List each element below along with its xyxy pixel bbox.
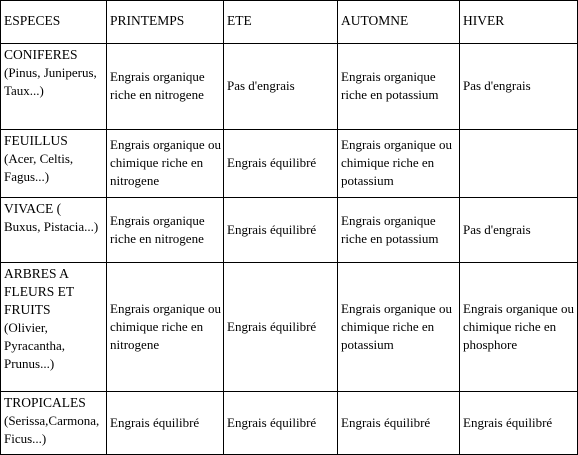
header-automne: AUTOMNE: [338, 1, 460, 44]
table-row: [1, 263, 578, 392]
species-cell: [1, 130, 107, 198]
cell-hiver: Pas d'engrais: [460, 198, 578, 263]
species-examples: (Serissa,Carmona, Ficus...): [4, 413, 100, 446]
species-name: CONIFERES: [4, 47, 78, 62]
cell-printemps: Engrais organique riche en nitrogene: [107, 198, 224, 263]
table-row: [1, 392, 578, 455]
species-cell: [1, 392, 107, 455]
cell-ete: Engrais équilibré: [224, 263, 338, 392]
cell-automne: Engrais organique riche en potassium: [338, 44, 460, 130]
cell-hiver: [460, 130, 578, 198]
table-row: [1, 130, 578, 198]
cell-automne: Engrais équilibré: [338, 392, 460, 455]
cell-printemps: Engrais organique riche en nitrogene: [107, 44, 224, 130]
species-name: FEUILLUS: [4, 133, 68, 148]
species-name: VIVACE (: [4, 201, 62, 216]
cell-printemps: Engrais organique ou chimique riche en nitrogene: [107, 130, 224, 198]
species-cell: [1, 44, 107, 130]
cell-automne: Engrais organique riche en potassium: [338, 198, 460, 263]
header-hiver: HIVER: [460, 1, 578, 44]
cell-printemps: Engrais organique ou chimique riche en nitrogene: [107, 263, 224, 392]
species-examples: (Acer, Celtis, Fagus...): [4, 151, 74, 184]
cell-automne: Engrais organique ou chimique riche en potassium: [338, 130, 460, 198]
cell-hiver: Engrais équilibré: [460, 392, 578, 455]
cell-ete: Engrais équilibré: [224, 130, 338, 198]
table-row: [1, 44, 578, 130]
species-name: ARBRES A FLEURS ET FRUITS: [4, 266, 74, 317]
species-cell: [1, 198, 107, 263]
header-ete: ETE: [224, 1, 338, 44]
species-examples: (Olivier, Pyracantha, Prunus...): [4, 320, 66, 371]
header-printemps: PRINTEMPS: [107, 1, 224, 44]
cell-hiver: Pas d'engrais: [460, 44, 578, 130]
cell-ete: Pas d'engrais: [224, 44, 338, 130]
table-row: [1, 198, 578, 263]
species-cell: [1, 263, 107, 392]
cell-automne: Engrais organique ou chimique riche en potassium: [338, 263, 460, 392]
species-examples: (Pinus, Juniperus, Taux...): [4, 65, 97, 98]
header-row: [1, 1, 578, 44]
cell-hiver: Engrais organique ou chimique riche en phosphore: [460, 263, 578, 392]
cell-ete: Engrais équilibré: [224, 198, 338, 263]
cell-ete: Engrais équilibré: [224, 392, 338, 455]
species-name: TROPICALES: [4, 395, 86, 410]
cell-printemps: Engrais équilibré: [107, 392, 224, 455]
species-examples: Buxus, Pistacia...): [4, 219, 99, 234]
header-especes: ESPECES: [1, 1, 107, 44]
